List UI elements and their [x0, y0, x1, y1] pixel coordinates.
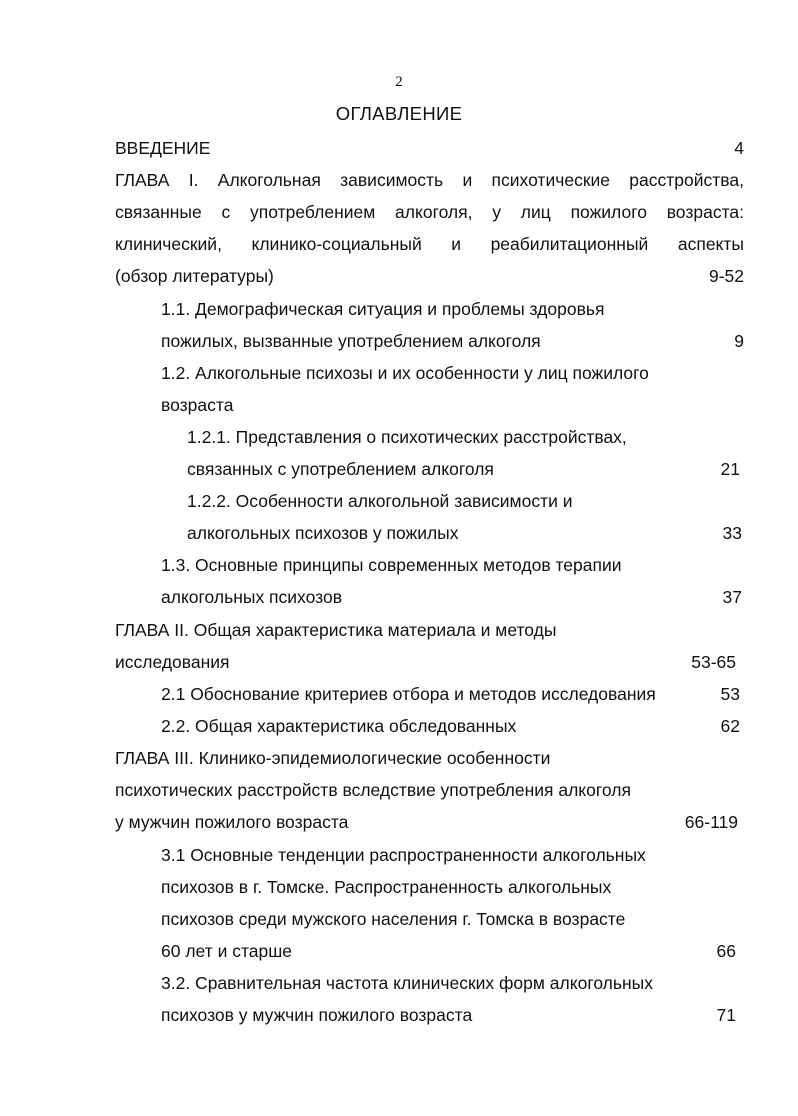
toc-entry-1-1-line2 — [0, 328, 798, 354]
entry-title: исследования — [115, 652, 230, 672]
entry-page: 66 — [716, 941, 736, 961]
toc-entry-chapter1-line4 — [0, 263, 798, 289]
entry-page: 33 — [722, 523, 742, 543]
entry-page: 9 — [734, 331, 744, 351]
entry-title: психозов среди мужского населения г. Томска в возрасте — [161, 909, 626, 929]
toc-entry-chapter1-line3 — [0, 231, 798, 257]
entry-page: 66-119 — [684, 812, 738, 832]
entry-title: 1.1. Демографическая ситуация и проблемы здоровья — [161, 299, 605, 319]
entry-title: 2.2. Общая характеристика обследованных — [161, 716, 517, 736]
toc-entry-chapter3-line3 — [0, 809, 798, 835]
toc-entry-3-2 — [0, 970, 798, 996]
entry-page: 37 — [722, 587, 742, 607]
entry-page: 71 — [716, 1005, 736, 1025]
entry-page: 53-65 — [691, 652, 736, 672]
entry-page: 9-52 — [708, 266, 744, 286]
entry-title: 2.1 Обоснование критериев отбора и методов исследования — [161, 684, 656, 704]
entry-page: 4 — [734, 138, 744, 158]
entry-title: 1.2.1. Представления о психотических расстройствах, — [187, 427, 627, 447]
toc-entry-chapter3-line2 — [0, 777, 798, 803]
entry-title: связанных с употреблением алкоголя — [187, 459, 494, 479]
entry-title: ГЛАВА III. Клинико-эпидемиологические особенности — [115, 748, 551, 768]
toc-entry-2-2 — [0, 713, 798, 739]
toc-entry-1-2-2 — [0, 488, 798, 514]
toc-entry-chapter1-line2 — [0, 199, 798, 225]
entry-page: 53 — [720, 684, 740, 704]
entry-title: 1.2.2. Особенности алкогольной зависимости и — [187, 491, 573, 511]
toc-entry-3-1-line3 — [0, 906, 798, 932]
toc-entry-3-1 — [0, 842, 798, 868]
entry-title: алкогольных психозов у пожилых — [187, 523, 459, 543]
entry-title: 1.3. Основные принципы современных методов терапии — [161, 555, 622, 575]
entry-title: 3.2. Сравнительная частота клинических форм алкогольных — [161, 973, 653, 993]
toc-entry-1-2-1 — [0, 424, 798, 450]
entry-title: психотических расстройств вследствие употребления алкоголя — [115, 780, 631, 800]
toc-entry-chapter1-line1 — [0, 167, 798, 193]
toc-entry-chapter2-line2 — [0, 649, 798, 675]
toc-entry-1-1 — [0, 296, 798, 322]
toc-entry-chapter2 — [0, 617, 798, 643]
entry-title: алкогольных психозов — [161, 587, 343, 607]
entry-title: ГЛАВА I. Алкогольная зависимость и психотические расстройства, — [115, 170, 744, 190]
toc-entry-1-2 — [0, 360, 798, 386]
entry-page: 21 — [720, 459, 740, 479]
page-number: 2 — [395, 74, 403, 90]
entry-title: 60 лет и старше — [161, 941, 293, 961]
toc-entry-2-1 — [0, 681, 798, 707]
entry-title: связанные с употреблением алкоголя, у лиц пожилого возраста: — [115, 202, 744, 222]
toc-entry-1-2-1-line2 — [0, 456, 798, 482]
toc-entry-3-1-line4 — [0, 938, 798, 964]
toc-entry-intro — [0, 135, 798, 161]
toc-title: ОГЛАВЛЕНИЕ — [335, 103, 463, 124]
entry-title: психозов в г. Томске. Распространенность алкогольных — [161, 877, 612, 897]
entry-title: пожилых, вызванные употреблением алкоголя — [161, 331, 541, 351]
toc-entry-chapter3 — [0, 745, 798, 771]
toc-entry-1-3 — [0, 552, 798, 578]
toc-entry-1-2-line2 — [0, 392, 798, 418]
entry-title: (обзор литературы) — [115, 266, 274, 286]
entry-title: психозов у мужчин пожилого возраста — [161, 1005, 473, 1025]
entry-title: у мужчин пожилого возраста — [115, 812, 349, 832]
toc-entry-3-2-line2 — [0, 1002, 798, 1028]
entry-title: ГЛАВА II. Общая характеристика материала и методы — [115, 620, 557, 640]
entry-title: клинический, клинико-социальный и реабилитационный аспекты — [115, 234, 744, 254]
entry-title: ВВЕДЕНИЕ — [115, 138, 211, 158]
entry-title: 3.1 Основные тенденции распространенности алкогольных — [161, 845, 646, 865]
toc-entry-1-2-2-line2 — [0, 520, 798, 546]
toc-entry-3-1-line2 — [0, 874, 798, 900]
entry-page: 62 — [720, 716, 740, 736]
entry-title: 1.2. Алкогольные психозы и их особенности у лиц пожилого — [161, 363, 649, 383]
entry-title: возраста — [161, 395, 234, 415]
toc-entry-1-3-line2 — [0, 584, 798, 610]
